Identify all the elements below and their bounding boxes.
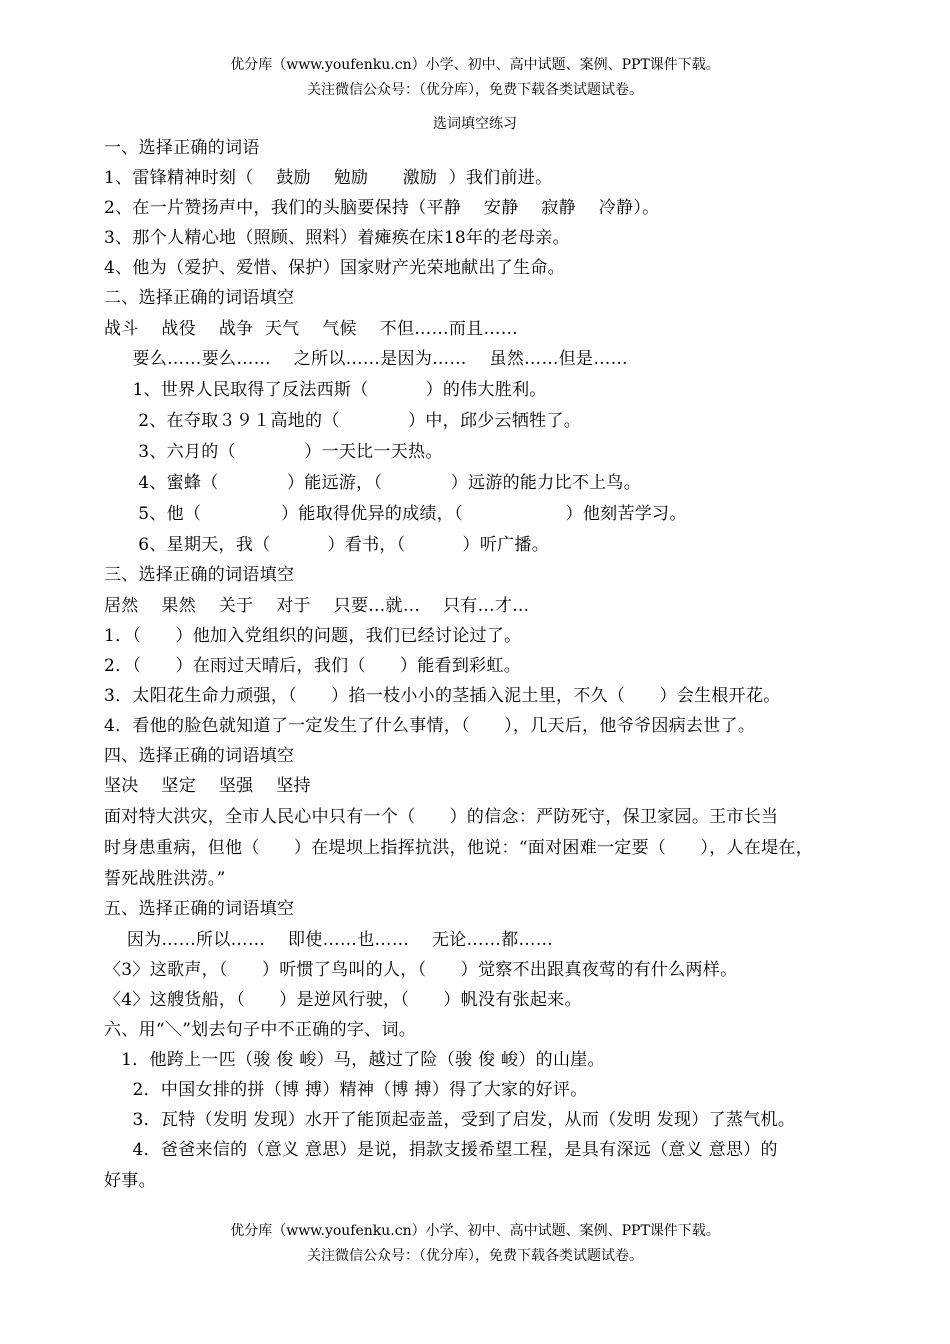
section-heading: 五、选择正确的词语填空 (104, 899, 295, 919)
question-line: 〈4〉这艘货船，（ ）是逆风行驶，（ ）帆没有张起来。 (104, 990, 582, 1010)
question-line: 4．看他的脸色就知道了一定发生了什么事情，（ ），几天后，他爷爷因病去世了。 (104, 716, 756, 736)
section-heading: 三、选择正确的词语填空 (104, 565, 295, 585)
paragraph-line: 面对特大洪灾，全市人民心中只有一个（ ）的信念：严防死守，保卫家园。王市长当 (104, 807, 779, 827)
question-line: 2、在夺取３９１高地的（ ）中，邱少云牺牲了。 (104, 411, 582, 431)
question-line: 〈3〉这歌声，（ ）听惯了鸟叫的人，（ ）觉察不出跟真夜莺的有什么两样。 (104, 960, 738, 980)
question-line: 2．中国女排的拼（博 搏）精神（博 搏）得了大家的好评。 (104, 1080, 588, 1100)
question-line: 4．爸爸来信的（意义 意思）是说，捐款支援希望工程，是具有深远（意义 意思）的 (104, 1140, 778, 1160)
word-bank: 坚决 坚定 坚强 坚持 (104, 776, 311, 796)
word-bank: 要么……要么…… 之所以……是因为…… 虽然……但是…… (104, 349, 628, 369)
question-line: 3．太阳花生命力顽强，（ ）掐一枝小小的茎插入泥土里，不久（ ）会生根开花。 (104, 686, 781, 706)
paragraph-line: 时身患重病，但他（ ）在堤坝上指挥抗洪，他说：“面对困难一定要（ ），人在堤在， (104, 838, 814, 858)
question-line: 3、那个人精心地（照顾、照料）着瘫痪在床18年的老母亲。 (104, 228, 570, 248)
question-line: 3、六月的（ ）一天比一天热。 (104, 442, 443, 462)
footer-line-2: 关注微信公众号：（优分库），免费下载各类试题试卷。 (307, 1248, 643, 1264)
header-line-1: 优分库（www.youfenku.cn）小学、初中、高中试题、案例、PPT课件下载。 (230, 57, 720, 73)
word-bank: 因为……所以…… 即使……也…… 无论……都…… (104, 930, 554, 950)
question-line: 2、在一片赞扬声中，我们的头脑要保持（平静 安静 寂静 冷静）。 (104, 198, 660, 218)
question-line: 2．（ ）在雨过天晴后，我们（ ）能看到彩虹。 (104, 656, 522, 676)
section-heading: 四、选择正确的词语填空 (104, 746, 295, 766)
section-heading: 一、选择正确的词语 (104, 138, 260, 158)
page-title: 选词填空练习 (433, 116, 517, 132)
question-line: 5、他（ ）能取得优异的成绩，（ ）他刻苦学习。 (104, 504, 687, 524)
question-line: 1、世界人民取得了反法西斯（ ）的伟大胜利。 (104, 380, 547, 400)
word-bank: 居然 果然 关于 对于 只要…就… 只有…才… (104, 596, 530, 616)
question-line: 好事。 (104, 1171, 156, 1191)
question-line: 1．他跨上一匹（骏 俊 峻）马，越过了险（骏 俊 峻）的山崖。 (104, 1050, 605, 1070)
question-line: 3．瓦特（发明 发现）水开了能顶起壶盖，受到了启发，从而（发明 发现）了蒸气机。 (104, 1110, 796, 1130)
question-line: 6、星期天，我（ ）看书，（ ）听广播。 (104, 535, 550, 555)
question-line: 1、雷锋精神时刻（ 鼓励 勉励 激励 ）我们前进。 (104, 168, 553, 188)
question-line: 1．（ ）他加入党组织的问题，我们已经讨论过了。 (104, 626, 522, 646)
section-heading: 六、用“＼”划去句子中不正确的字、词。 (104, 1020, 417, 1040)
footer-line-1: 优分库（www.youfenku.cn）小学、初中、高中试题、案例、PPT课件下载。 (230, 1223, 720, 1239)
question-line: 4、蜜蜂（ ）能远游，（ ）远游的能力比不上鸟。 (104, 473, 642, 493)
word-bank: 战斗 战役 战争 天气 气候 不但……而且…… (104, 319, 519, 339)
header-line-2: 关注微信公众号：（优分库），免费下载各类试题试卷。 (307, 82, 643, 98)
section-heading: 二、选择正确的词语填空 (104, 288, 295, 308)
paragraph-line: 誓死战胜洪涝。” (104, 869, 226, 889)
question-line: 4、他为（爱护、爱惜、保护）国家财产光荣地献出了生命。 (104, 258, 565, 278)
